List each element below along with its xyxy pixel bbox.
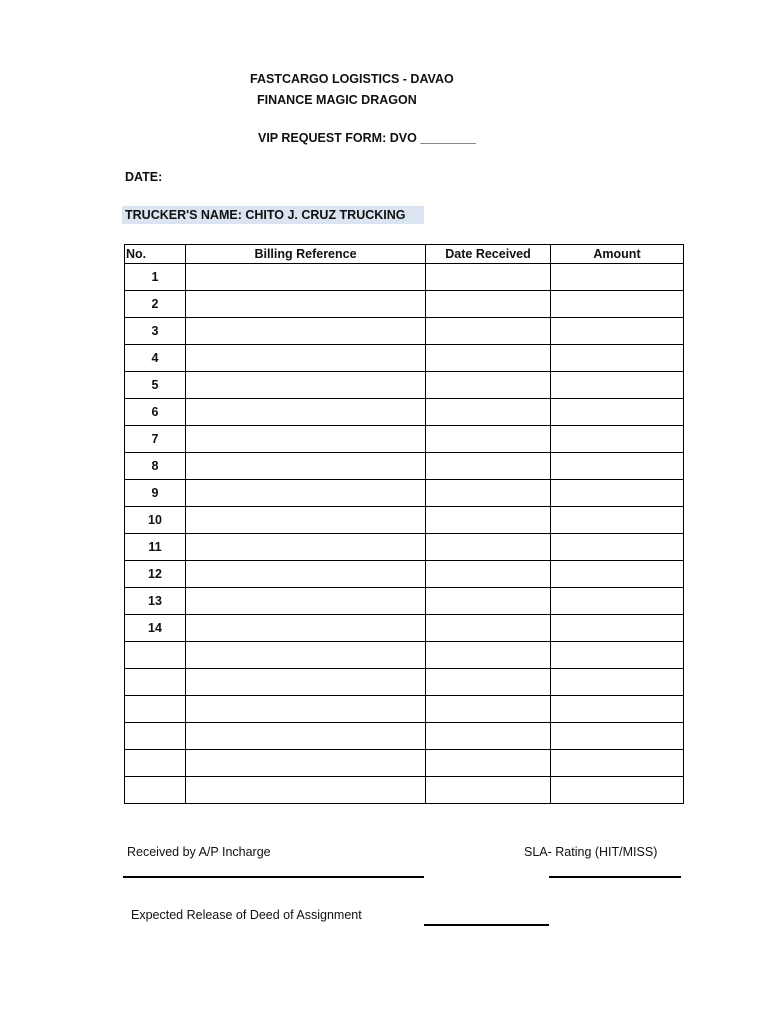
cell-amount[interactable] [551,480,684,507]
table-row [125,264,684,291]
cell-billing-reference[interactable] [186,426,426,453]
cell-billing-reference[interactable] [186,399,426,426]
table-row [125,291,684,318]
cell-amount[interactable] [551,399,684,426]
cell-no: 10 [125,507,186,534]
cell-no: 12 [125,561,186,588]
cell-no [125,723,186,750]
cell-date-received[interactable] [426,264,551,291]
table-row [125,669,684,696]
cell-no: 7 [125,426,186,453]
cell-billing-reference[interactable] [186,750,426,777]
received-by-signature-line [123,876,424,878]
column-header-date-received: Date Received [426,245,551,264]
cell-amount[interactable] [551,723,684,750]
cell-no: 5 [125,372,186,399]
table-row [125,561,684,588]
expected-release-line [424,924,549,926]
cell-no [125,642,186,669]
cell-billing-reference[interactable] [186,615,426,642]
cell-amount[interactable] [551,291,684,318]
department-name: FINANCE MAGIC DRAGON [257,93,417,107]
cell-no [125,750,186,777]
table-row [125,399,684,426]
sla-rating-label: SLA- Rating (HIT/MISS) [524,845,658,859]
table-row [125,750,684,777]
cell-amount[interactable] [551,318,684,345]
table-row [125,777,684,804]
cell-amount[interactable] [551,696,684,723]
cell-amount[interactable] [551,561,684,588]
cell-no [125,696,186,723]
sla-rating-line [549,876,681,878]
cell-no: 8 [125,453,186,480]
cell-date-received[interactable] [426,561,551,588]
table-row [125,372,684,399]
cell-date-received[interactable] [426,777,551,804]
cell-date-received[interactable] [426,507,551,534]
expected-release-label: Expected Release of Deed of Assignment [131,908,362,922]
cell-billing-reference[interactable] [186,669,426,696]
cell-amount[interactable] [551,453,684,480]
company-name: FASTCARGO LOGISTICS - DAVAO [250,72,454,86]
cell-date-received[interactable] [426,426,551,453]
cell-billing-reference[interactable] [186,696,426,723]
cell-amount[interactable] [551,777,684,804]
cell-no: 14 [125,615,186,642]
cell-billing-reference[interactable] [186,642,426,669]
cell-billing-reference[interactable] [186,561,426,588]
column-header-no: No. [125,245,186,264]
table-row [125,696,684,723]
table-row [125,615,684,642]
table-row [125,345,684,372]
table-row [125,507,684,534]
cell-date-received[interactable] [426,372,551,399]
table-row [125,426,684,453]
cell-date-received[interactable] [426,615,551,642]
table-header-row [125,245,684,264]
cell-amount[interactable] [551,588,684,615]
received-by-label: Received by A/P Incharge [127,845,271,859]
cell-date-received[interactable] [426,318,551,345]
cell-date-received[interactable] [426,588,551,615]
cell-amount[interactable] [551,534,684,561]
cell-amount[interactable] [551,372,684,399]
cell-date-received[interactable] [426,480,551,507]
cell-amount[interactable] [551,669,684,696]
cell-no: 9 [125,480,186,507]
cell-billing-reference[interactable] [186,372,426,399]
cell-no [125,777,186,804]
cell-billing-reference[interactable] [186,507,426,534]
cell-date-received[interactable] [426,750,551,777]
cell-no [125,669,186,696]
table-body [125,264,684,804]
table-row [125,480,684,507]
table-row [125,642,684,669]
cell-billing-reference[interactable] [186,588,426,615]
table-row [125,318,684,345]
trucker-name: TRUCKER'S NAME: CHITO J. CRUZ TRUCKING [125,208,406,222]
cell-date-received[interactable] [426,534,551,561]
table-row [125,453,684,480]
cell-no: 11 [125,534,186,561]
table-row [125,534,684,561]
table-row [125,723,684,750]
cell-billing-reference[interactable] [186,345,426,372]
cell-date-received[interactable] [426,345,551,372]
cell-amount[interactable] [551,345,684,372]
column-header-billing-reference: Billing Reference [186,245,426,264]
cell-date-received[interactable] [426,642,551,669]
cell-amount[interactable] [551,642,684,669]
cell-billing-reference[interactable] [186,777,426,804]
cell-date-received[interactable] [426,723,551,750]
cell-amount[interactable] [551,264,684,291]
cell-date-received[interactable] [426,669,551,696]
cell-no: 3 [125,318,186,345]
billing-table [124,244,684,804]
cell-amount[interactable] [551,507,684,534]
form-title: VIP REQUEST FORM: DVO ________ [258,131,476,145]
cell-billing-reference[interactable] [186,534,426,561]
cell-billing-reference[interactable] [186,291,426,318]
cell-no: 4 [125,345,186,372]
cell-amount[interactable] [551,615,684,642]
cell-billing-reference[interactable] [186,723,426,750]
cell-billing-reference[interactable] [186,318,426,345]
table-row [125,588,684,615]
date-label: DATE: [125,170,163,184]
cell-date-received[interactable] [426,696,551,723]
column-header-amount: Amount [551,245,684,264]
cell-no: 1 [125,264,186,291]
cell-no: 2 [125,291,186,318]
cell-date-received[interactable] [426,399,551,426]
cell-amount[interactable] [551,426,684,453]
cell-billing-reference[interactable] [186,264,426,291]
cell-date-received[interactable] [426,291,551,318]
cell-no: 6 [125,399,186,426]
cell-date-received[interactable] [426,453,551,480]
cell-no: 13 [125,588,186,615]
cell-amount[interactable] [551,750,684,777]
cell-billing-reference[interactable] [186,453,426,480]
cell-billing-reference[interactable] [186,480,426,507]
